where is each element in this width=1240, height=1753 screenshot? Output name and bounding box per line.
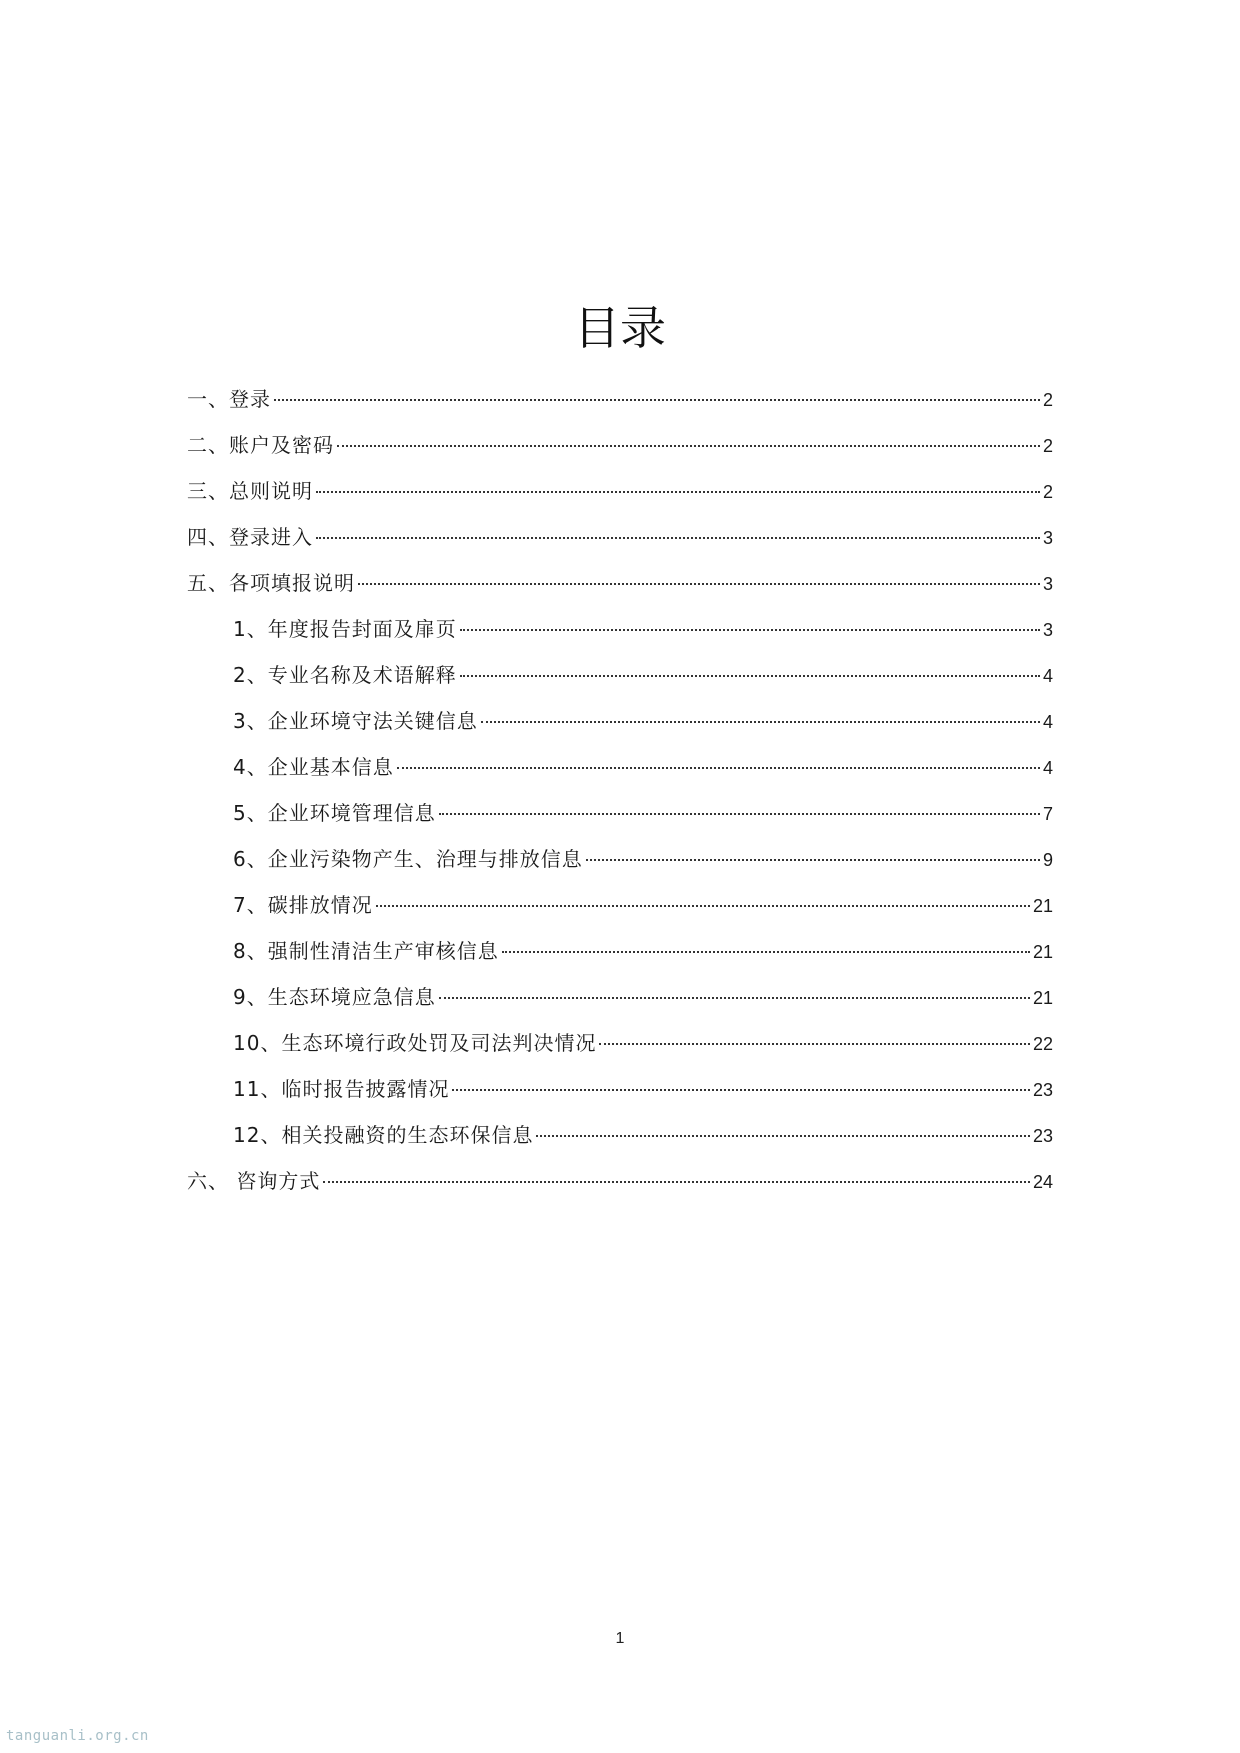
toc-entry-clean-production-audit[interactable] — [187, 928, 1053, 974]
table-of-contents — [187, 376, 1053, 1204]
toc-dot-leader — [358, 583, 1040, 585]
toc-entry-page: 4 — [1042, 712, 1053, 732]
toc-entry-emergency-info[interactable] — [187, 974, 1053, 1020]
toc-entry-page: 23 — [1032, 1126, 1053, 1146]
toc-dot-leader — [460, 629, 1040, 631]
toc-entry-page: 3 — [1042, 574, 1053, 594]
toc-entry-page: 22 — [1032, 1034, 1053, 1054]
toc-dot-leader — [274, 399, 1040, 401]
toc-entry-page: 21 — [1032, 896, 1053, 916]
toc-dot-leader — [323, 1181, 1030, 1183]
toc-entry-label: 9、生态环境应急信息 — [233, 985, 436, 1009]
toc-entry-label: 10、生态环境行政处罚及司法判决情况 — [233, 1031, 597, 1055]
page-title: 目录 — [574, 301, 666, 355]
toc-entry-page: 4 — [1042, 666, 1053, 686]
toc-dot-leader — [376, 905, 1030, 907]
toc-dot-leader — [586, 859, 1040, 861]
toc-entry-label: 3、企业环境守法关键信息 — [233, 709, 478, 733]
toc-entry-login-entry[interactable] — [187, 514, 1053, 560]
toc-entry-label: 1、年度报告封面及扉页 — [233, 617, 457, 641]
toc-entry-label: 7、碳排放情况 — [233, 893, 373, 917]
toc-entry-contact[interactable] — [187, 1158, 1053, 1204]
toc-entry-login[interactable] — [187, 376, 1053, 422]
toc-entry-label: 四、登录进入 — [187, 525, 313, 549]
toc-dot-leader — [337, 445, 1040, 447]
toc-entry-page: 9 — [1042, 850, 1053, 870]
toc-entry-terminology[interactable] — [187, 652, 1053, 698]
toc-dot-leader — [397, 767, 1040, 769]
toc-entry-label: 五、各项填报说明 — [187, 571, 355, 595]
toc-entry-label: 一、登录 — [187, 387, 271, 411]
toc-entry-investment-financing[interactable] — [187, 1112, 1053, 1158]
toc-entry-label: 二、账户及密码 — [187, 433, 334, 457]
toc-dot-leader — [452, 1089, 1030, 1091]
toc-entry-page: 24 — [1032, 1172, 1053, 1192]
toc-entry-label: 8、强制性清洁生产审核信息 — [233, 939, 499, 963]
toc-dot-leader — [502, 951, 1030, 953]
toc-entry-carbon-emissions[interactable] — [187, 882, 1053, 928]
toc-entry-label: 4、企业基本信息 — [233, 755, 394, 779]
toc-entry-page: 2 — [1042, 436, 1053, 456]
toc-entry-filling-instructions[interactable] — [187, 560, 1053, 606]
toc-entry-label: 2、专业名称及术语解释 — [233, 663, 457, 687]
toc-entry-interim-report[interactable] — [187, 1066, 1053, 1112]
toc-entry-page: 7 — [1042, 804, 1053, 824]
toc-dot-leader — [599, 1043, 1030, 1045]
toc-dot-leader — [460, 675, 1040, 677]
page-number: 1 — [615, 1630, 625, 1647]
toc-dot-leader — [439, 997, 1030, 999]
toc-entry-penalties-judgments[interactable] — [187, 1020, 1053, 1066]
toc-dot-leader — [439, 813, 1040, 815]
toc-entry-label: 6、企业污染物产生、治理与排放信息 — [233, 847, 583, 871]
toc-entry-label: 11、临时报告披露情况 — [233, 1077, 450, 1101]
toc-entry-label: 5、企业环境管理信息 — [233, 801, 436, 825]
toc-entry-compliance-info[interactable] — [187, 698, 1053, 744]
toc-entry-page: 23 — [1032, 1080, 1053, 1100]
toc-entry-label: 六、 咨询方式 — [187, 1169, 321, 1193]
toc-dot-leader — [481, 721, 1040, 723]
toc-entry-page: 3 — [1042, 528, 1053, 548]
toc-dot-leader — [536, 1135, 1030, 1137]
toc-entry-account-password[interactable] — [187, 422, 1053, 468]
toc-entry-page: 4 — [1042, 758, 1053, 778]
toc-entry-environment-management[interactable] — [187, 790, 1053, 836]
toc-entry-page: 2 — [1042, 390, 1053, 410]
toc-entry-general-rules[interactable] — [187, 468, 1053, 514]
toc-entry-basic-info[interactable] — [187, 744, 1053, 790]
watermark: tanguanli.org.cn — [6, 1728, 149, 1744]
toc-dot-leader — [316, 491, 1040, 493]
toc-entry-label: 12、相关投融资的生态环保信息 — [233, 1123, 534, 1147]
toc-entry-page: 21 — [1032, 942, 1053, 962]
toc-entry-report-cover[interactable] — [187, 606, 1053, 652]
toc-entry-label: 三、总则说明 — [187, 479, 313, 503]
toc-entry-page: 3 — [1042, 620, 1053, 640]
toc-entry-pollutant-info[interactable] — [187, 836, 1053, 882]
toc-entry-page: 21 — [1032, 988, 1053, 1008]
toc-dot-leader — [316, 537, 1040, 539]
toc-entry-page: 2 — [1042, 482, 1053, 502]
